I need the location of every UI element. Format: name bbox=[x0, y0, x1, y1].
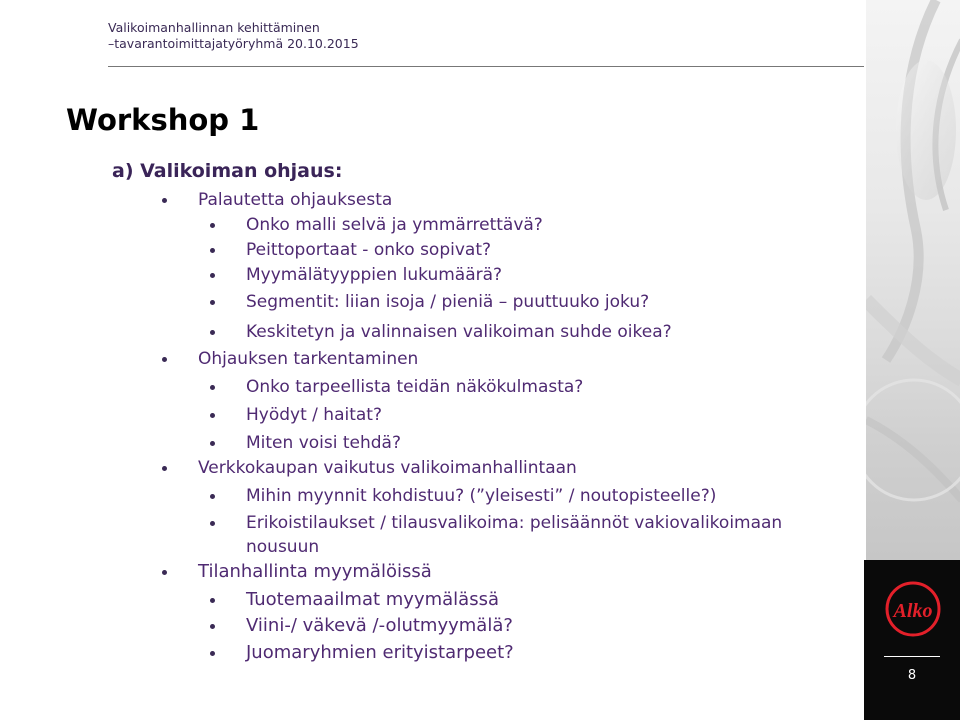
bullet-icon bbox=[210, 521, 215, 526]
logo-text: Alko bbox=[893, 600, 933, 622]
item-text: Peittoportaat - onko sopivat? bbox=[246, 240, 492, 260]
section-heading: a) Valikoiman ohjaus: bbox=[112, 160, 343, 182]
bullet-icon bbox=[162, 198, 167, 203]
brand-divider bbox=[884, 656, 940, 657]
list-item bbox=[246, 431, 401, 455]
bullet-icon bbox=[210, 248, 215, 253]
header bbox=[108, 20, 359, 52]
list-item bbox=[246, 588, 499, 612]
item-text: Hyödyt / haitat? bbox=[246, 405, 382, 425]
item-text: Tuotemaailmat myymälässä bbox=[246, 589, 499, 610]
item-text: Miten voisi tehdä? bbox=[246, 433, 401, 453]
bullet-icon bbox=[210, 624, 215, 629]
bullet-icon bbox=[162, 357, 167, 362]
bullet-icon bbox=[210, 413, 215, 418]
brand-panel bbox=[864, 560, 960, 720]
bullet-icon bbox=[210, 598, 215, 603]
bullet-icon bbox=[210, 273, 215, 278]
list-item bbox=[246, 290, 649, 314]
item-text: Juomaryhmien erityistarpeet? bbox=[246, 642, 514, 663]
bullet-icon bbox=[210, 300, 215, 305]
header-divider bbox=[108, 66, 864, 67]
list-item bbox=[198, 456, 577, 480]
list-item bbox=[246, 484, 716, 508]
bullet-icon bbox=[210, 441, 215, 446]
item-text: Keskitetyn ja valinnaisen valikoiman suhde oikea? bbox=[246, 322, 672, 342]
bullet-icon bbox=[210, 494, 215, 499]
list-item bbox=[246, 511, 846, 559]
bullet-icon bbox=[210, 651, 215, 656]
decorative-glass-image bbox=[866, 0, 960, 560]
list-item bbox=[246, 375, 583, 399]
item-text: Erikoistilaukset / tilausvalikoima: pelisäännöt vakiovalikoimaan nousuun bbox=[246, 513, 783, 557]
header-line-2: –tavarantoimittajatyöryhmä 20.10.2015 bbox=[108, 36, 359, 51]
item-text: Onko malli selvä ja ymmärrettävä? bbox=[246, 215, 543, 235]
group-label: Verkkokaupan vaikutus valikoimanhallintaan bbox=[198, 458, 577, 478]
item-text: Viini-/ väkevä /-olutmyymälä? bbox=[246, 615, 513, 636]
page-number: 8 bbox=[907, 668, 917, 683]
item-text: Onko tarpeellista teidän näkökulmasta? bbox=[246, 377, 584, 397]
bullet-icon bbox=[162, 466, 167, 471]
list-item bbox=[246, 213, 543, 237]
bullet-icon bbox=[210, 330, 215, 335]
list-item bbox=[198, 347, 418, 371]
list-item bbox=[246, 614, 513, 638]
alko-logo bbox=[884, 580, 942, 638]
header-line-1: Valikoimanhallinnan kehittäminen bbox=[108, 20, 320, 35]
group-label: Palautetta ohjauksesta bbox=[198, 190, 393, 210]
bullet-icon bbox=[210, 223, 215, 228]
list-item bbox=[198, 560, 432, 584]
item-text: Myymälätyyppien lukumäärä? bbox=[246, 265, 503, 285]
item-text: Mihin myynnit kohdistuu? (”yleisesti” / noutopisteelle?) bbox=[246, 486, 717, 506]
decorative-photo bbox=[864, 0, 960, 560]
list-item bbox=[246, 403, 382, 427]
list-item bbox=[246, 263, 502, 287]
bullet-icon bbox=[162, 570, 167, 575]
list-item bbox=[198, 188, 392, 212]
list-item bbox=[246, 238, 491, 262]
list-item bbox=[246, 641, 514, 665]
group-label: Tilanhallinta myymälöissä bbox=[198, 561, 432, 582]
item-text: Segmentit: liian isoja / pieniä – puuttuuko joku? bbox=[246, 292, 650, 312]
bullet-icon bbox=[210, 385, 215, 390]
slide-title: Workshop 1 bbox=[66, 103, 260, 137]
list-item bbox=[246, 320, 672, 344]
group-label: Ohjauksen tarkentaminen bbox=[198, 349, 419, 369]
